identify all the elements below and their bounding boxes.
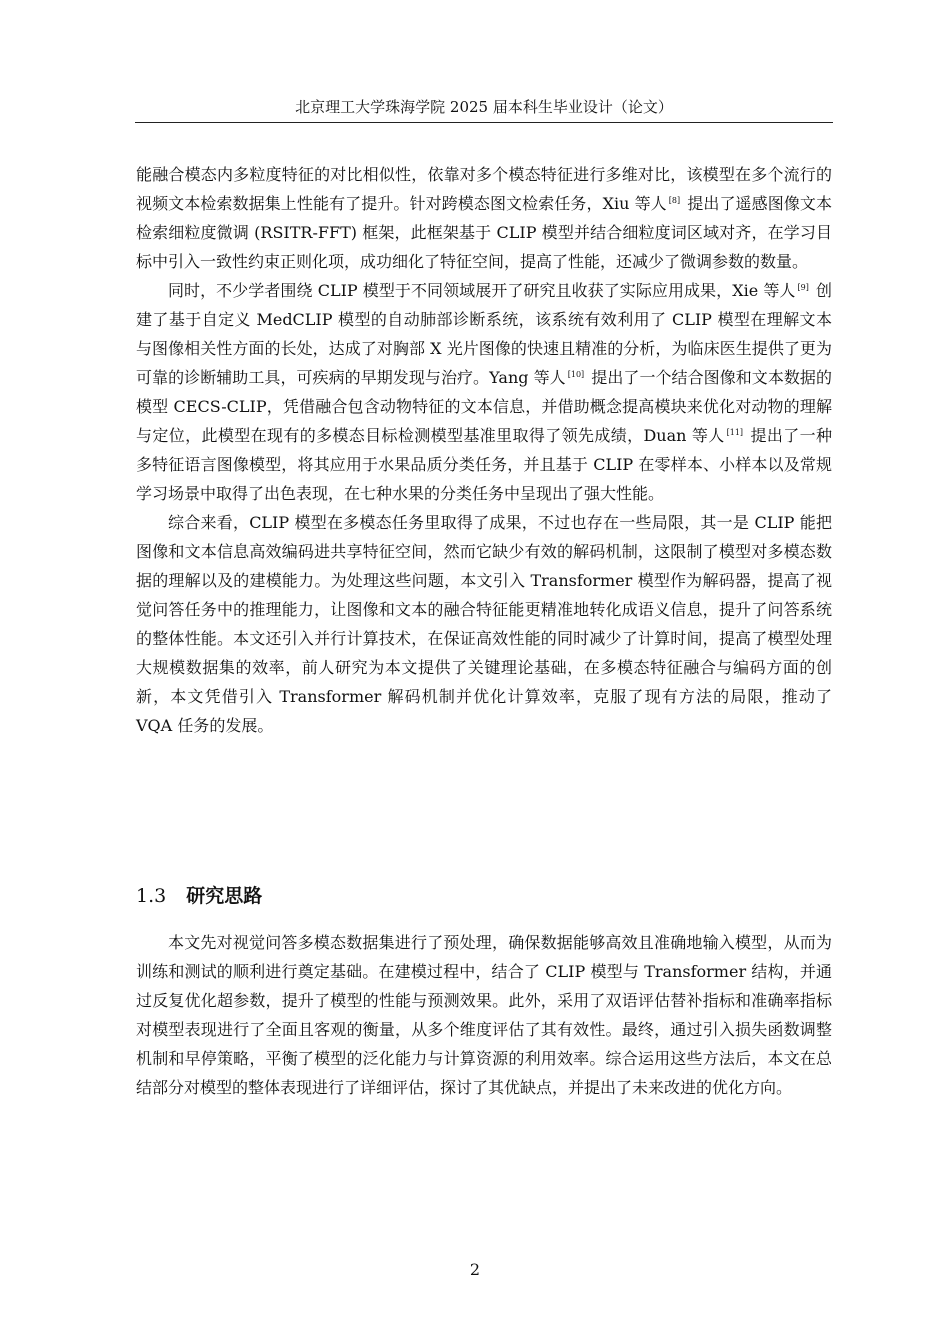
section-heading bbox=[136, 882, 262, 910]
citation-9: [9] bbox=[797, 283, 809, 292]
paragraph-2-part-d: 提出了一种多特征语言图像模型，将其应用于水果品质分类任务，并且基于 CLIP 在零样本、小样本以及常规学习场景中取得了出色表现，在七种水果的分类任务中呈现出了强大性能。 bbox=[136, 426, 832, 503]
citation-11: [11] bbox=[726, 428, 744, 437]
paragraph-1-part-b: 提出了遥感图像文本检索细粒度微调 (RSITR-FFT) 框架，此框架基于 CLIP 模型并结合细粒度词区域对齐，在学习目标中引入一致性约束正则化项，成功细化了特征空间，提高了性能，还减少了微调参数的数量。 bbox=[136, 194, 832, 271]
paragraph-3: 综合来看，CLIP 模型在多模态任务里取得了成果，不过也存在一些局限，其一是 CLIP 能把图像和文本信息高效编码进共享特征空间，然而它缺少有效的解码机制，这限制了模型对多模态数据的理解以及的建模能力。为处理这些问题，本文引入 Transformer 模型作为解码器，提高了视觉问答任务中的推理能力，让图像和文本的融合特征能更精准地转化成语义信息，提升了问答系统的整体性能。本文还引入并行计算技术，在保证高效性能的同时减少了计算时间，提高了模型处理大规模数据集的效率，前人研究为本文提供了关键理论基础，在多模态特征融合与编码方面的创新，本文凭借引入 Transformer 解码机制并优化计算效率，克服了现有方法的局限，推动了 VQA 任务的发展。 bbox=[136, 513, 832, 735]
paragraph-2-part-a: 同时，不少学者围绕 CLIP 模型于不同领域展开了研究且收获了实际应用成果，Xie 等人 bbox=[168, 281, 796, 300]
header-rule bbox=[135, 122, 833, 123]
running-header: 北京理工大学珠海学院 2025 届本科生毕业设计（论文） bbox=[295, 98, 673, 116]
paragraph-2-part-c: 提出了一个结合图像和文本数据的模型 CECS-CLIP，凭借融合包含动物特征的文本信息，并借助概念提高模块来优化对动物的理解与定位，此模型在现有的多模态目标检测模型基准里取得了领先成绩，Duan 等人 bbox=[136, 368, 832, 445]
paragraph-4: 本文先对视觉问答多模态数据集进行了预处理，确保数据能够高效且准确地输入模型，从而为训练和测试的顺利进行奠定基础。在建模过程中，结合了 CLIP 模型与 Transformer 结构，并通过反复优化超参数，提升了模型的性能与预测效果。此外，采用了双语评估替补指标和准确率指标对模型表现进行了全面且客观的衡量，从多个维度评估了其有效性。最终，通过引入损失函数调整机制和早停策略，平衡了模型的泛化能力与计算资源的利用效率。综合运用这些方法后，本文在总结部分对模型的整体表现进行了详细评估，探讨了其优缺点，并提出了未来改进的优化方向。 bbox=[136, 933, 832, 1097]
page-number: 2 bbox=[469, 1260, 481, 1279]
paragraph-1-part-a: 能融合模态内多粒度特征的对比相似性，依靠对多个模态特征进行多维对比，该模型在多个流行的视频文本检索数据集上性能有了提升。针对跨模态图文检索任务，Xiu 等人 bbox=[136, 165, 832, 213]
citation-10: [10] bbox=[567, 370, 585, 379]
section-number: 1.3 bbox=[136, 885, 167, 907]
paragraph-2-part-b: 创建了基于自定义 MedCLIP 模型的自动肺部诊断系统，该系统有效利用了 CLIP 模型在理解文本与图像相关性方面的长处，达成了对胸部 X 光片图像的快速且精准的分析，为临床医生提供了更为可靠的诊断辅助工具，可疾病的早期发现与治疗。Yang 等人 bbox=[136, 281, 832, 387]
body-upper bbox=[136, 160, 832, 740]
section-title: 研究思路 bbox=[186, 885, 263, 907]
paragraph-2 bbox=[136, 276, 832, 508]
paragraph-1 bbox=[136, 160, 832, 276]
citation-8: [8] bbox=[668, 196, 681, 205]
body-lower bbox=[136, 928, 832, 1102]
